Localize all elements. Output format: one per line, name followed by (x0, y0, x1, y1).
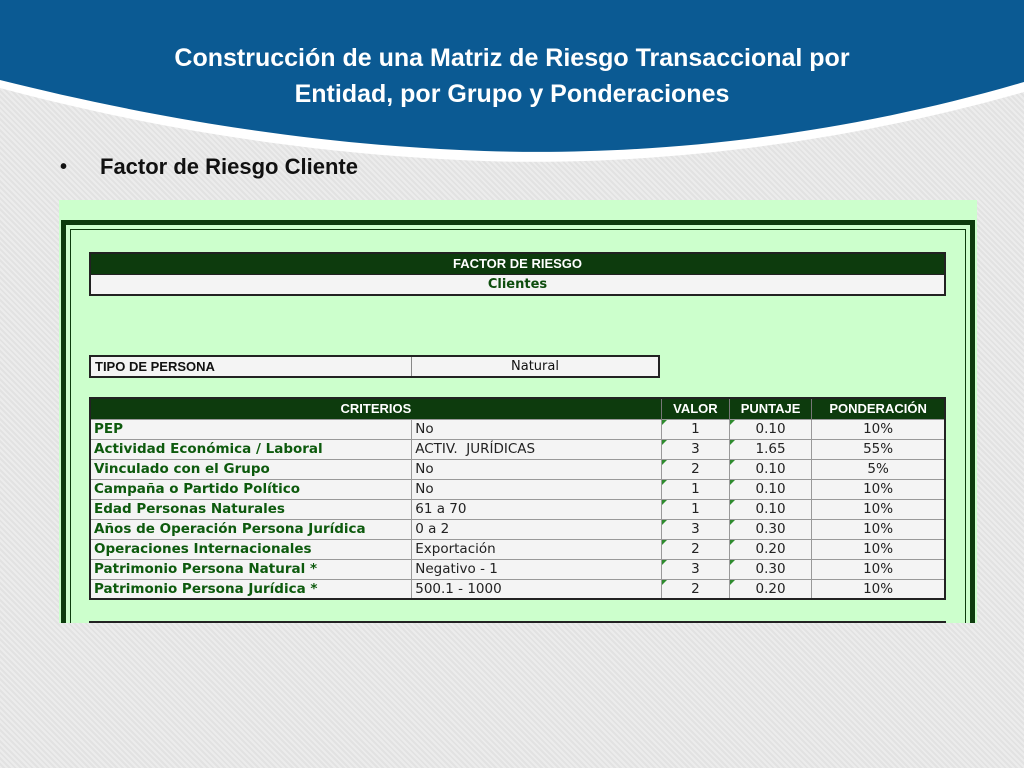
tipo-persona-value[interactable]: Natural (511, 359, 559, 374)
table-row (90, 499, 945, 519)
criterio-valor: 2 (661, 579, 729, 599)
table-row (90, 519, 945, 539)
criterio-name: Actividad Económica / Laboral (90, 439, 412, 459)
criterio-ponderacion: 10% (812, 419, 945, 439)
criterio-puntaje: 0.30 (729, 519, 811, 539)
criterio-valor: 3 (661, 559, 729, 579)
criterio-puntaje: 0.20 (729, 539, 811, 559)
table-row (90, 419, 945, 439)
criterio-name: Edad Personas Naturales (90, 499, 412, 519)
tipo-persona-label: TIPO DE PERSONA (91, 357, 412, 376)
criterio-selection[interactable]: No (412, 459, 662, 479)
criterio-valor: 1 (661, 479, 729, 499)
criterio-valor: 3 (661, 519, 729, 539)
criterio-valor: 2 (661, 539, 729, 559)
criterio-name: Patrimonio Persona Jurídica * (90, 579, 412, 599)
criterio-selection[interactable]: 0 a 2 (412, 519, 662, 539)
factor-header: FACTOR DE RIESGO (91, 254, 944, 274)
criterio-selection[interactable]: 61 a 70 (412, 499, 662, 519)
factor-table (89, 252, 946, 296)
table-row (90, 459, 945, 479)
criterio-puntaje: 0.10 (729, 419, 811, 439)
criterio-puntaje: 0.10 (729, 479, 811, 499)
title-line-1: Construcción de una Matriz de Riesgo Transaccional por (174, 44, 850, 72)
table-row (90, 539, 945, 559)
header-puntaje: PUNTAJE (729, 398, 811, 419)
criterio-selection[interactable]: ACTIV. JURÍDICAS (412, 439, 662, 459)
table-row (90, 579, 945, 599)
criterio-puntaje: 0.20 (729, 579, 811, 599)
criterio-ponderacion: 10% (812, 559, 945, 579)
table-row (90, 439, 945, 459)
table-row (90, 559, 945, 579)
criterio-selection[interactable]: Negativo - 1 (412, 559, 662, 579)
criterio-name: Patrimonio Persona Natural * (90, 559, 412, 579)
criterio-ponderacion: 10% (812, 499, 945, 519)
header-valor: VALOR (661, 398, 729, 419)
criterio-valor: 3 (661, 439, 729, 459)
criterio-ponderacion: 55% (812, 439, 945, 459)
bullet-dot-icon: • (60, 155, 68, 178)
criterio-puntaje: 1.65 (729, 439, 811, 459)
criterio-valor: 2 (661, 459, 729, 479)
bullet-item (60, 154, 358, 180)
criterio-ponderacion: 10% (812, 479, 945, 499)
criterio-ponderacion: 5% (812, 459, 945, 479)
header-ponderacion: PONDERACIÓN (812, 398, 945, 419)
criterios-table (89, 397, 946, 600)
bullet-text: Factor de Riesgo Cliente (100, 154, 358, 179)
criterio-selection[interactable]: No (412, 479, 662, 499)
factor-value[interactable]: Clientes (91, 274, 944, 294)
table-row (90, 479, 945, 499)
criterio-puntaje: 0.30 (729, 559, 811, 579)
criterios-header-row (90, 398, 945, 419)
criterio-selection[interactable]: Exportación (412, 539, 662, 559)
tipo-persona-table (89, 355, 660, 378)
spreadsheet-panel (59, 200, 977, 623)
criterio-puntaje: 0.10 (729, 499, 811, 519)
criterio-ponderacion: 10% (812, 539, 945, 559)
criterio-name: Operaciones Internacionales (90, 539, 412, 559)
criterio-selection[interactable]: 500.1 - 1000 (412, 579, 662, 599)
slide-title (0, 40, 1024, 112)
criterio-puntaje: 0.10 (729, 459, 811, 479)
criterio-name: Campaña o Partido Político (90, 479, 412, 499)
criterio-valor: 1 (661, 419, 729, 439)
criterio-name: Años de Operación Persona Jurídica (90, 519, 412, 539)
criterio-ponderacion: 10% (812, 519, 945, 539)
title-line-2: Entidad, por Grupo y Ponderaciones (294, 80, 730, 108)
criterio-selection[interactable]: No (412, 419, 662, 439)
criterio-valor: 1 (661, 499, 729, 519)
criterio-name: PEP (90, 419, 412, 439)
header-criterios: CRITERIOS (90, 398, 661, 419)
criterio-ponderacion: 10% (812, 579, 945, 599)
criterio-name: Vinculado con el Grupo (90, 459, 412, 479)
bottom-divider (89, 621, 946, 623)
